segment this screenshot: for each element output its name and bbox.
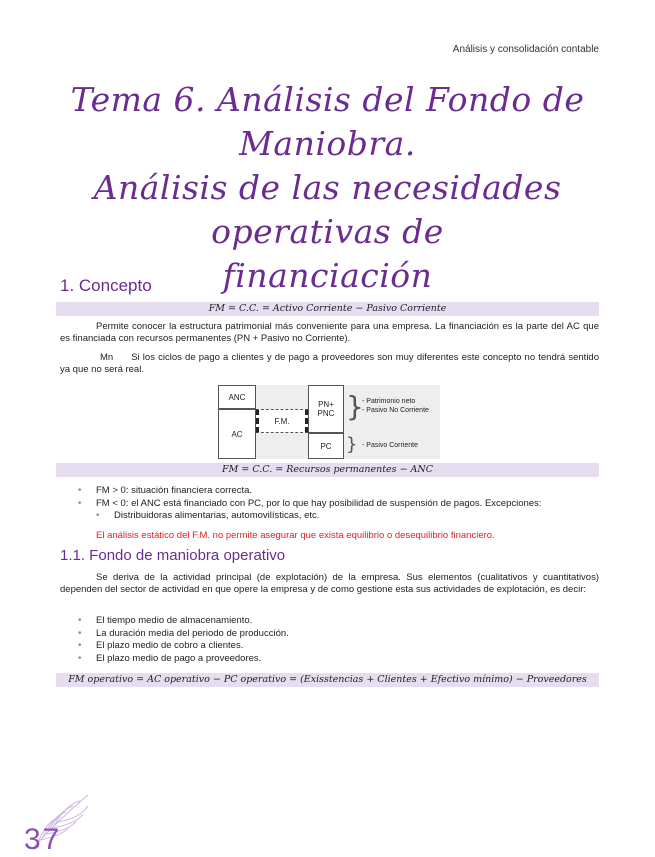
running-header: Análisis y consolidación contable <box>452 44 599 55</box>
brace-icon: } <box>346 434 358 455</box>
list-item: • El plazo medio de cobro a clientes. <box>78 640 603 653</box>
diagram-label-pc: - Pasivo Corriente <box>362 442 419 449</box>
title-line: Maniobra. <box>239 124 416 163</box>
paragraph-fm-operativo <box>60 572 599 595</box>
section-heading-concepto: 1. Concepto <box>60 276 152 295</box>
diagram-fm-box: F.M. <box>256 409 308 433</box>
section-heading-fm-operativo: 1.1. Fondo de maniobra operativo <box>60 547 286 564</box>
operativo-bullet-list <box>78 615 603 665</box>
paragraph-concepto <box>60 321 599 344</box>
paragraph-text: Se deriva de la actividad principal (de explotación) de la empresa. Sus elementos (cualitativos y cuantitativos) dependen del sector de actividad en que opere la empresa y de como gestione esta sus actividades de explotación, es decir: <box>60 572 599 595</box>
list-item: • La duración media del periodo de producción. <box>78 628 603 641</box>
list-item: • El plazo medio de pago a proveedores. <box>78 653 603 666</box>
formula-fm-operativo: FM operativo = AC operativo − PC operativo = (Exisstencias + Clientes + Efectivo mínimo) − Proveedores <box>56 673 599 687</box>
warning-text: El análisis estático del F.M. no permite asegurar que exista equilibrio o desequilibrio financiero. <box>96 530 495 541</box>
page-title <box>40 78 615 298</box>
title-line: financiación <box>222 256 433 295</box>
list-item: • FM < 0: el ANC está financiado con PC, por lo que hay posibilidad de suspensión de pagos. Excepciones: <box>78 498 603 511</box>
list-item: • FM > 0: situación financiera correcta. <box>78 485 603 498</box>
mn-label: Mn <box>100 352 114 363</box>
diagram-label-pnc: - Pasivo No Corriente <box>362 407 429 414</box>
diagram-ac-box: AC <box>218 409 256 459</box>
diagram-label-pn: - Patrimonio neto <box>362 398 416 405</box>
paragraph-text: Si los ciclos de pago a clientes y de pago a proveedores son muy diferentes este concepto no tendrá sentido ya que no será real. <box>60 352 599 375</box>
diagram-pn-pnc-box: PN+ PNC <box>308 385 344 433</box>
title-line: Análisis de las necesidades operativas de <box>93 168 562 251</box>
list-item-sub: • Distribuidoras alimentarias, automovilísticas, etc. <box>78 510 603 523</box>
title-line: Tema 6. Análisis del Fondo de <box>70 80 585 119</box>
paragraph-mn <box>60 352 599 375</box>
list-item: • El tiempo medio de almacenamiento. <box>78 615 603 628</box>
formula-fm-definition: FM = C.C. = Activo Corriente − Pasivo Corriente <box>56 302 599 316</box>
brace-icon: } <box>346 390 364 423</box>
page-number: 37 <box>24 823 62 856</box>
diagram-pc-box: PC <box>308 433 344 459</box>
formula-fm-recursos: FM = C.C. = Recursos permanentes − ANC <box>56 463 599 477</box>
paragraph-text: Permite conocer la estructura patrimonial más conveniente para una empresa. La financiación es la parte del AC que es financiada con recursos permanentes (PN + Pasivo no Corriente). <box>60 321 599 344</box>
balance-diagram <box>218 385 440 459</box>
fm-bullet-list <box>78 485 603 523</box>
diagram-anc-box: ANC <box>218 385 256 409</box>
